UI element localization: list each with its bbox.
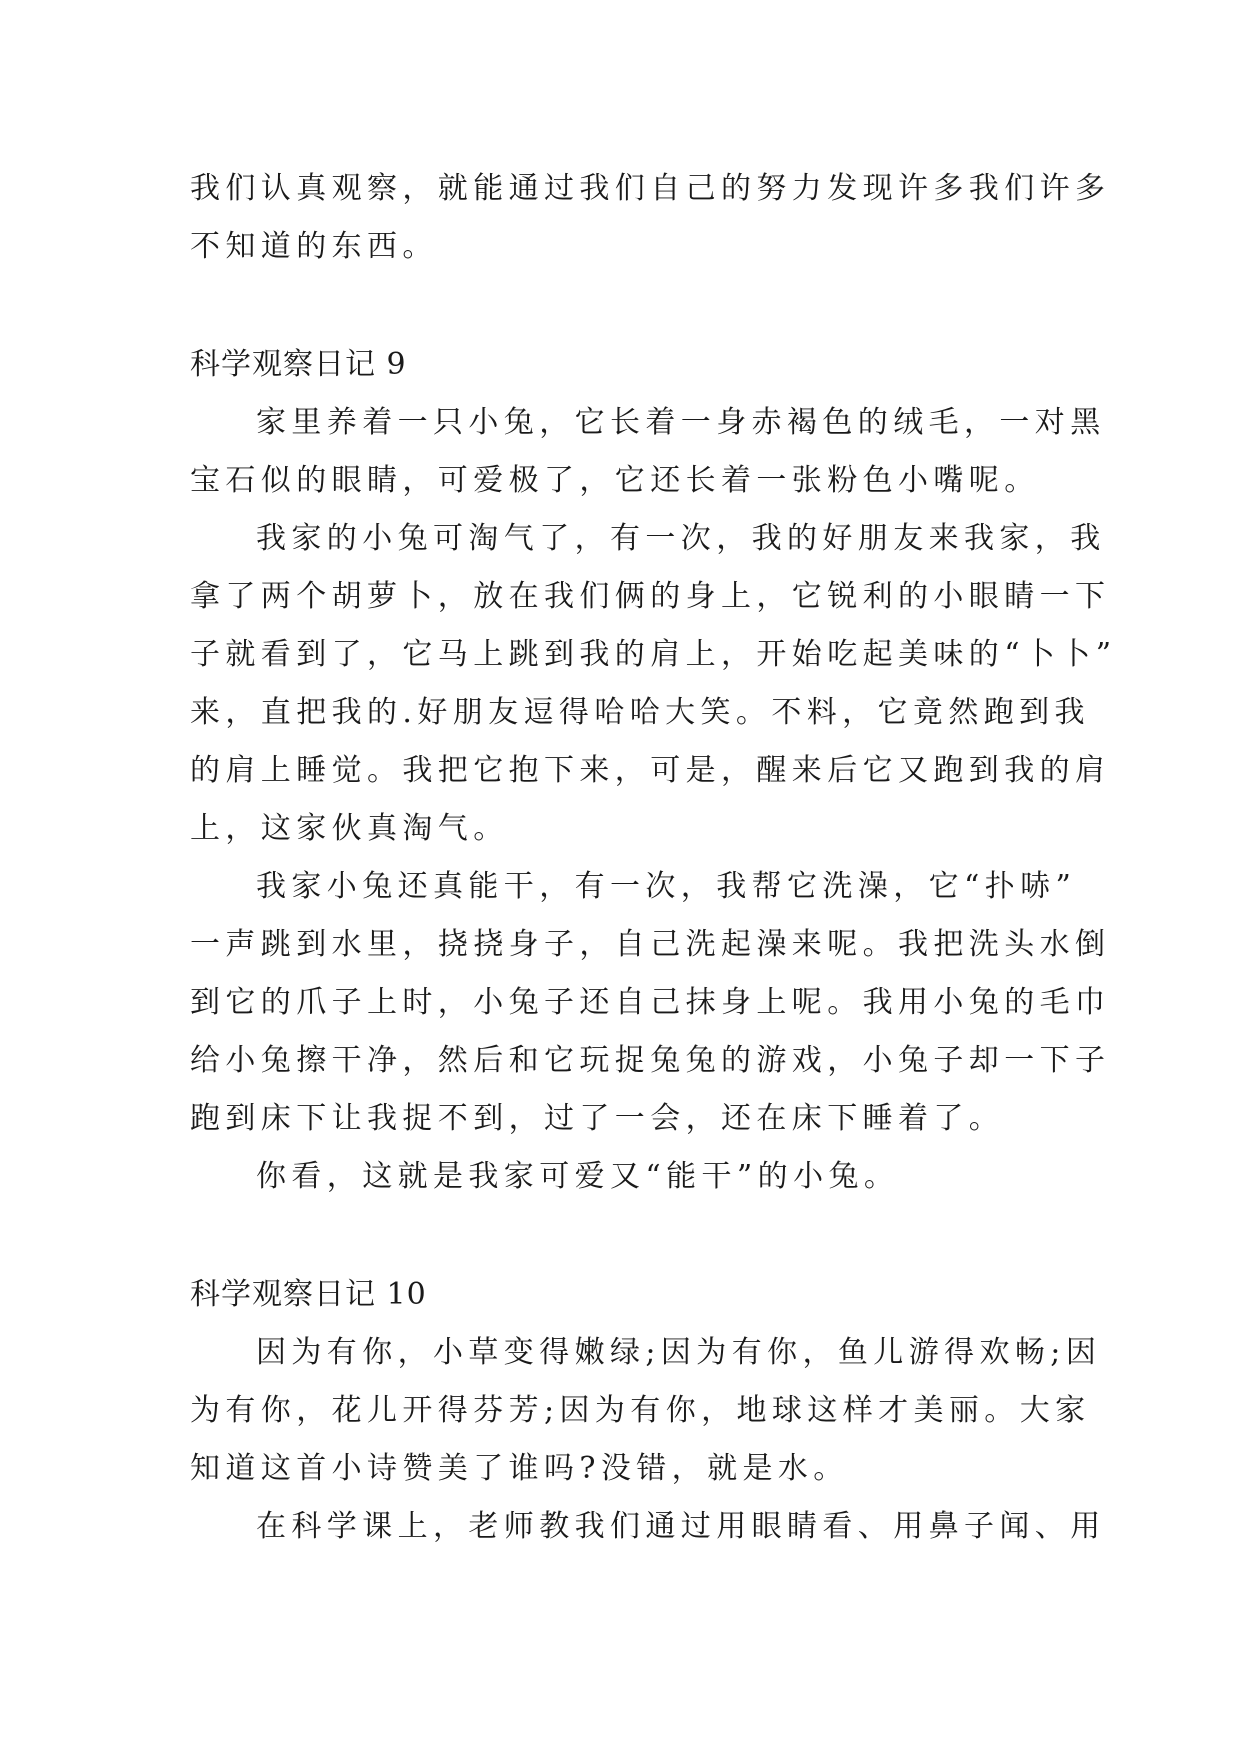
text-line: 不知道的东西。 bbox=[190, 229, 438, 264]
text-line: 为有你，花儿开得芬芳;因为有你，地球这样才美丽。大家 bbox=[190, 1393, 1091, 1428]
paragraph bbox=[190, 510, 1117, 858]
text-line: 家里养着一只小兔，它长着一身赤褐色的绒毛，一对黑 bbox=[256, 405, 1106, 440]
paragraph bbox=[190, 394, 1106, 510]
text-line: 子就看到了，它马上跳到我的肩上，开始吃起美味的“卜卜” bbox=[190, 637, 1117, 672]
text-line: 一声跳到水里，挠挠身子，自己洗起澡来呢。我把洗头水倒 bbox=[190, 927, 1111, 962]
text-line: 你看，这就是我家可爱又“能干”的小兔。 bbox=[256, 1159, 900, 1194]
intro-paragraph bbox=[190, 160, 1111, 276]
paragraph bbox=[190, 1498, 1106, 1556]
text-line: 拿了两个胡萝卜，放在我们俩的身上，它锐利的小眼睛一下 bbox=[190, 579, 1111, 614]
text-line: 我家小兔还真能干，有一次，我帮它洗澡，它“扑哧” bbox=[256, 869, 1077, 904]
text-line: 跑到床下让我捉不到，过了一会，还在床下睡着了。 bbox=[190, 1101, 1005, 1136]
text-line: 知道这首小诗赞美了谁吗?没错，就是水。 bbox=[190, 1451, 849, 1486]
text-line: 我们认真观察，就能通过我们自己的努力发现许多我们许多 bbox=[190, 171, 1111, 206]
section-title: 科学观察日记 10 bbox=[190, 1277, 427, 1312]
text-line: 宝石似的眼睛，可爱极了，它还长着一张粉色小嘴呢。 bbox=[190, 463, 1040, 498]
section-9 bbox=[190, 336, 1117, 1206]
text-line: 我家的小兔可淘气了，有一次，我的好朋友来我家，我 bbox=[256, 521, 1106, 556]
text-line: 给小兔擦干净，然后和它玩捉兔兔的游戏，小兔子却一下子 bbox=[190, 1043, 1111, 1078]
section-title: 科学观察日记 9 bbox=[190, 347, 407, 382]
section-10 bbox=[190, 1266, 1106, 1556]
document-page bbox=[190, 160, 1117, 1556]
paragraph bbox=[190, 1148, 1060, 1206]
text-line: 到它的爪子上时，小兔子还自己抹身上呢。我用小兔的毛巾 bbox=[190, 985, 1111, 1020]
text-line: 在科学课上，老师教我们通过用眼睛看、用鼻子闻、用 bbox=[256, 1509, 1106, 1544]
paragraph bbox=[190, 858, 1111, 1148]
text-line: 因为有你，小草变得嫩绿;因为有你，鱼儿游得欢畅;因 bbox=[256, 1335, 1102, 1370]
text-line: 的肩上睡觉。我把它抱下来，可是，醒来后它又跑到我的肩 bbox=[190, 753, 1111, 788]
text-line: 来，直把我的.好朋友逗得哈哈大笑。不料，它竟然跑到我 bbox=[190, 695, 1090, 730]
text-line: 上，这家伙真淘气。 bbox=[190, 811, 509, 846]
paragraph bbox=[190, 1324, 1102, 1498]
